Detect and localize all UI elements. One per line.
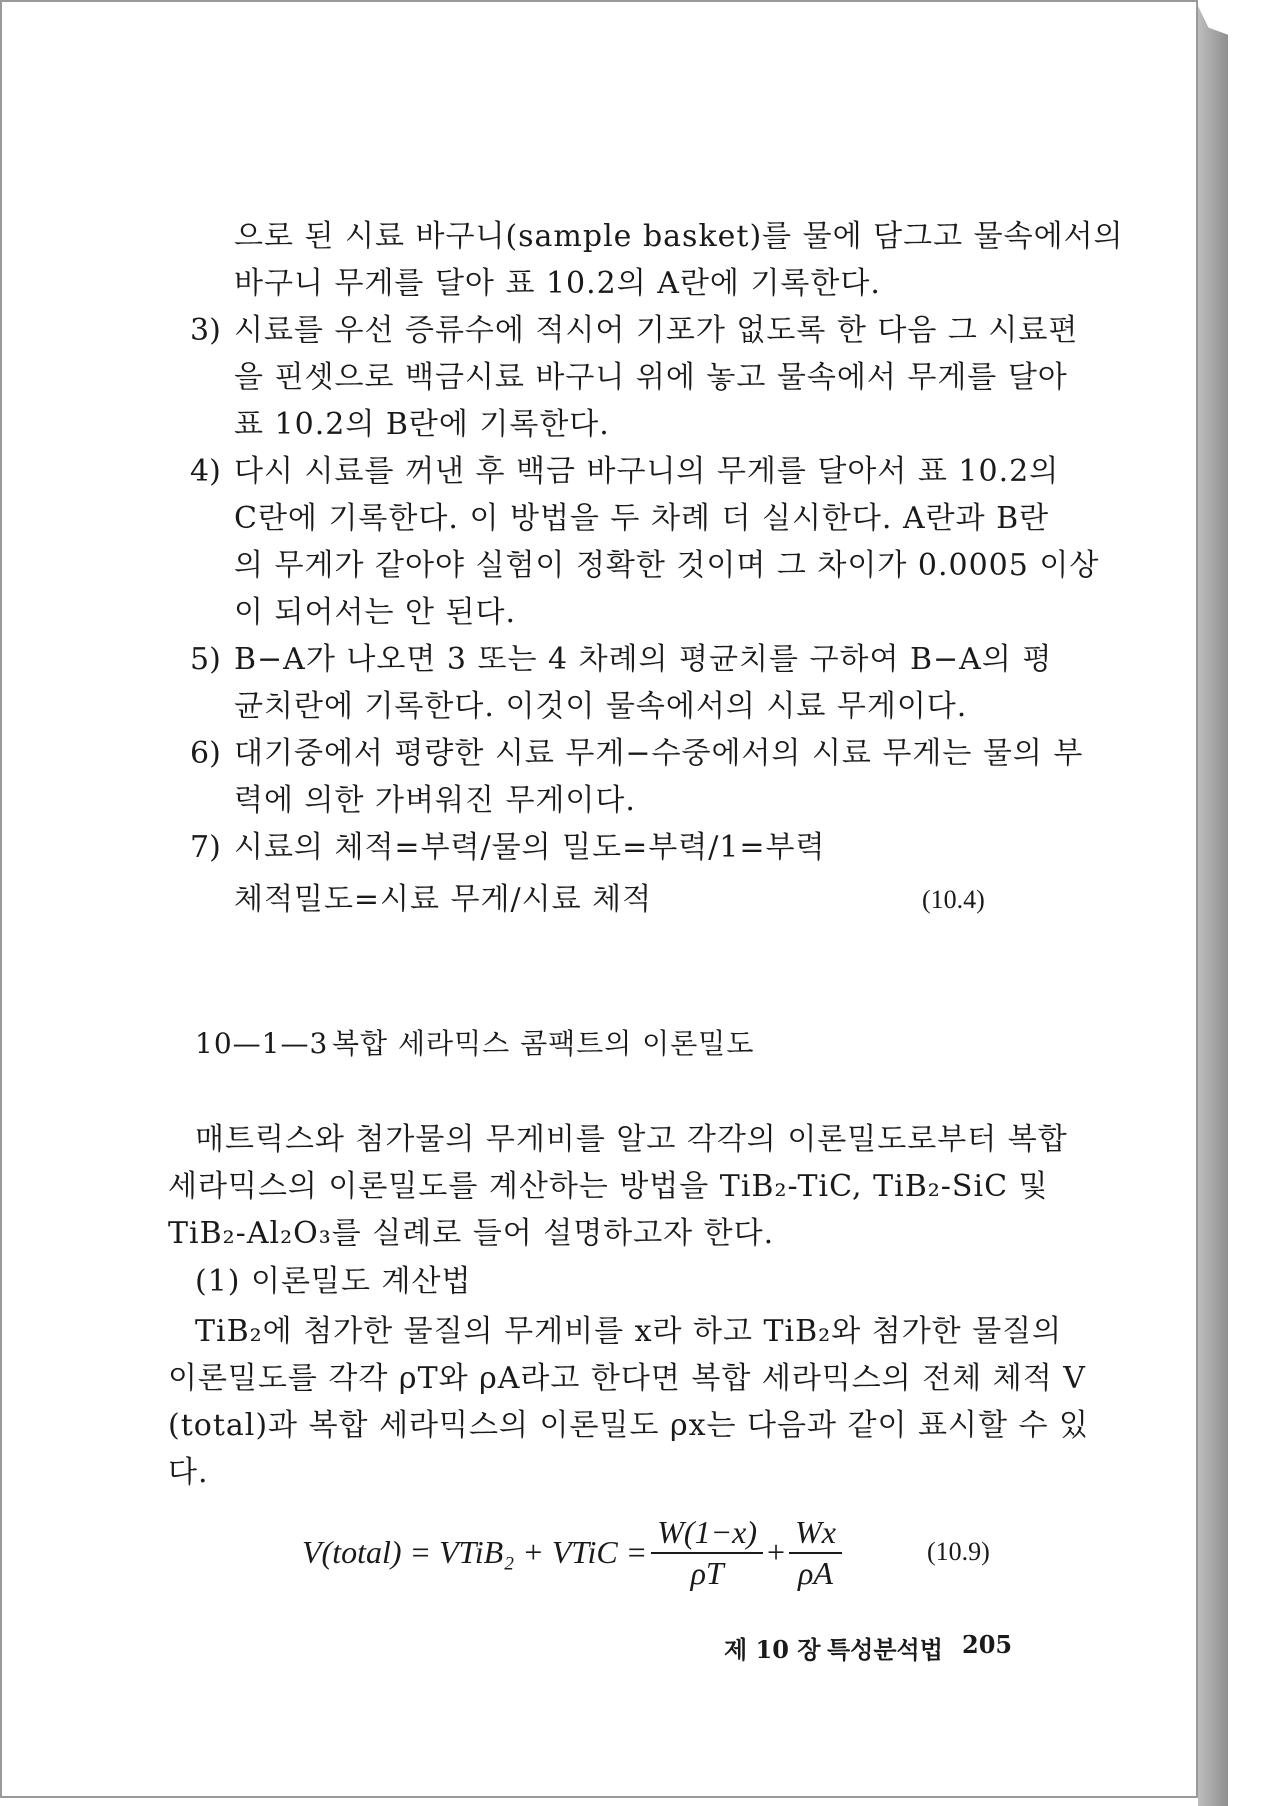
text-line: 다시 시료를 꺼낸 후 백금 바구니의 무게를 달아서 표 10.2의	[234, 454, 1060, 489]
fraction-numerator: W(1−x)	[651, 1512, 763, 1554]
text-line: 대기중에서 평량한 시료 무게−수중에서의 시료 무게는 물의 부	[234, 736, 1084, 771]
footer-chapter: 제 10 장	[724, 1635, 821, 1664]
page-number: 205	[962, 1630, 1013, 1659]
text-line: B−A가 나오면 3 또는 4 차례의 평균치를 구하여 B−A의 평	[234, 642, 1053, 677]
section-title: 복합 세라믹스 콤팩트의 이론밀도	[332, 1027, 755, 1060]
text-line: 시료를 우선 증류수에 적시어 기포가 없도록 한 다음 그 시료편	[234, 313, 1079, 348]
equation-lhs: V(total) = VTiB₂ + VTiC =	[302, 1533, 648, 1570]
text-line: TiB₂-Al₂O₃를 실례로 들어 설명하고자 한다.	[168, 1216, 775, 1251]
text-line: 균치란에 기록한다. 이것이 물속에서의 시료 무게이다.	[234, 689, 968, 724]
equation-number: (10.9)	[927, 1537, 990, 1566]
text-line: 매트릭스와 첨가물의 무게비를 알고 각각의 이론밀도로부터 복합	[195, 1122, 1068, 1157]
fraction-numerator: Wx	[789, 1512, 842, 1554]
section-number: 10—1—3	[195, 1027, 329, 1060]
text-line: (1) 이론밀도 계산법	[195, 1264, 472, 1299]
page-edge-shadow	[1198, 6, 1228, 1806]
text-line: 체적밀도=시료 무게/시료 체적	[234, 882, 653, 917]
text-line: 이론밀도를 각각 ρT와 ρA라고 한다면 복합 세라믹스의 전체 체적 V	[168, 1361, 1086, 1396]
item-number: 4)	[190, 454, 221, 489]
equation-plus: +	[767, 1533, 786, 1570]
equation-fraction	[789, 1512, 842, 1592]
text-line: 다.	[168, 1455, 209, 1490]
text-line: 시료의 체적=부력/물의 밀도=부력/1=부력	[234, 830, 826, 865]
item-number: 5)	[190, 642, 221, 677]
footer-title: 특성분석법	[827, 1635, 943, 1664]
equation-number: (10.4)	[922, 885, 985, 914]
text-line: 이 되어서는 안 된다.	[234, 595, 516, 630]
item-number: 3)	[190, 313, 221, 348]
text-line: C란에 기록한다. 이 방법을 두 차례 더 실시한다. A란과 B란	[234, 501, 1050, 536]
text-line: 의 무게가 같아야 실험이 정확한 것이며 그 차이가 0.0005 이상	[234, 548, 1100, 583]
text-line: 력에 의한 가벼워진 무게이다.	[234, 783, 636, 818]
text-line: 으로 된 시료 바구니(sample basket)를 물에 담그고 물속에서의	[234, 219, 1124, 254]
text-line: 표 10.2의 B란에 기록한다.	[234, 407, 610, 442]
density-equation	[302, 1512, 846, 1592]
item-number: 7)	[190, 830, 221, 865]
equation-fraction	[651, 1512, 763, 1592]
item-number: 6)	[190, 736, 221, 771]
text-line: 바구니 무게를 달아 표 10.2의 A란에 기록한다.	[234, 266, 881, 301]
text-line: 을 핀셋으로 백금시료 바구니 위에 놓고 물속에서 무게를 달아	[234, 360, 1068, 395]
text-line: TiB₂에 첨가한 물질의 무게비를 x라 하고 TiB₂와 첨가한 물질의	[195, 1314, 1063, 1349]
fraction-denominator: ρA	[798, 1555, 833, 1591]
text-line: (total)과 복합 세라믹스의 이론밀도 ρx는 다음과 같이 표시할 수 있	[168, 1408, 1089, 1443]
text-line: 세라믹스의 이론밀도를 계산하는 방법을 TiB₂-TiC, TiB₂-SiC 및	[168, 1169, 1049, 1204]
fraction-denominator: ρT	[690, 1555, 724, 1591]
